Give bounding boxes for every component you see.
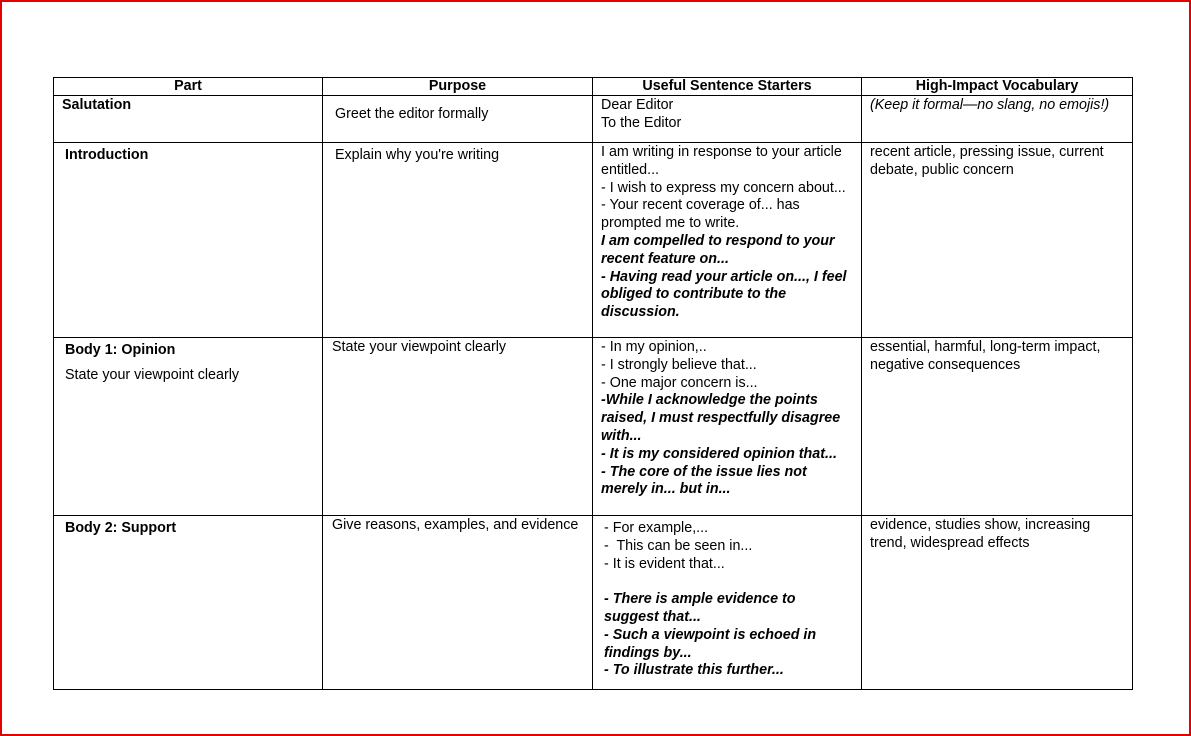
starter-line-advanced: - There is ample evidence to suggest that... — [604, 591, 796, 625]
starters-cell — [593, 96, 862, 143]
header-purpose: Purpose — [323, 78, 593, 96]
letter-structure-table — [53, 77, 1133, 690]
starter-line: - One major concern is... — [601, 374, 758, 391]
purpose-text: Explain why you're writing — [335, 147, 500, 163]
header-vocabulary: High-Impact Vocabulary — [862, 78, 1133, 96]
purpose-cell — [323, 516, 593, 690]
part-label: Body 2: Support — [65, 520, 177, 536]
starters-cell — [593, 143, 862, 338]
purpose-cell — [323, 96, 593, 143]
purpose-cell — [323, 338, 593, 516]
table-header-row — [54, 78, 1133, 96]
vocab-cell — [862, 143, 1133, 338]
starter-line: I am writing in response to your article entitled... — [601, 144, 842, 178]
part-cell — [54, 338, 323, 516]
vocab-text: (Keep it formal—no slang, no emojis!) — [870, 97, 1110, 113]
part-label: Introduction — [65, 147, 149, 163]
starter-line: - In my opinion,.. — [601, 339, 707, 355]
starter-line: - I wish to express my concern about... — [601, 179, 846, 196]
starter-line: - It is evident that... — [604, 555, 725, 572]
part-cell — [54, 516, 323, 690]
part-cell — [54, 143, 323, 338]
vocab-text: recent article, pressing issue, current debate, public concern — [870, 144, 1104, 178]
table-row — [54, 96, 1133, 143]
starter-line: Dear Editor — [601, 97, 674, 113]
starter-line-advanced: - To illustrate this further... — [604, 662, 784, 679]
table-row — [54, 143, 1133, 338]
starter-line: - This can be seen in... — [604, 537, 753, 554]
purpose-text: Give reasons, examples, and evidence — [332, 517, 579, 533]
vocab-text: essential, harmful, long-term impact, negative consequences — [870, 339, 1101, 373]
starter-line-advanced: - Having read your article on..., I feel obliged to contribute to the discussion. — [601, 268, 847, 321]
starter-line: - Your recent coverage of... has prompted me to write. — [601, 197, 800, 232]
purpose-text: State your viewpoint clearly — [332, 339, 507, 355]
table-row — [54, 338, 1133, 516]
starter-line: To the Editor — [601, 114, 682, 131]
part-label: Salutation — [62, 97, 132, 113]
starter-line: - I strongly believe that... — [601, 356, 757, 373]
vocab-cell — [862, 338, 1133, 516]
starters-cell — [593, 338, 862, 516]
purpose-text: Greet the editor formally — [335, 106, 489, 122]
starter-line-advanced: I am compelled to respond to your recent feature on... — [601, 232, 835, 267]
purpose-cell — [323, 143, 593, 338]
starter-line-advanced: - It is my considered opinion that... — [601, 445, 837, 462]
vocab-text: evidence, studies show, increasing trend, widespread effects — [870, 517, 1091, 551]
part-label: Body 1: Opinion — [65, 342, 176, 358]
spacer — [604, 573, 853, 591]
vocab-cell — [862, 96, 1133, 143]
header-part: Part — [54, 78, 323, 96]
table-row — [54, 516, 1133, 690]
starter-line: - For example,... — [604, 520, 709, 536]
vocab-cell — [862, 516, 1133, 690]
starters-cell — [593, 516, 862, 690]
starter-line-advanced: - The core of the issue lies not merely in... but in... — [601, 463, 807, 498]
starter-line-advanced: -While I acknowledge the points raised, I must respectfully disagree with... — [601, 392, 841, 444]
header-sentence-starters: Useful Sentence Starters — [593, 78, 862, 96]
part-description: State your viewpoint clearly — [65, 366, 240, 383]
starter-line-advanced: - Such a viewpoint is echoed in findings by... — [604, 626, 817, 661]
part-cell — [54, 96, 323, 143]
